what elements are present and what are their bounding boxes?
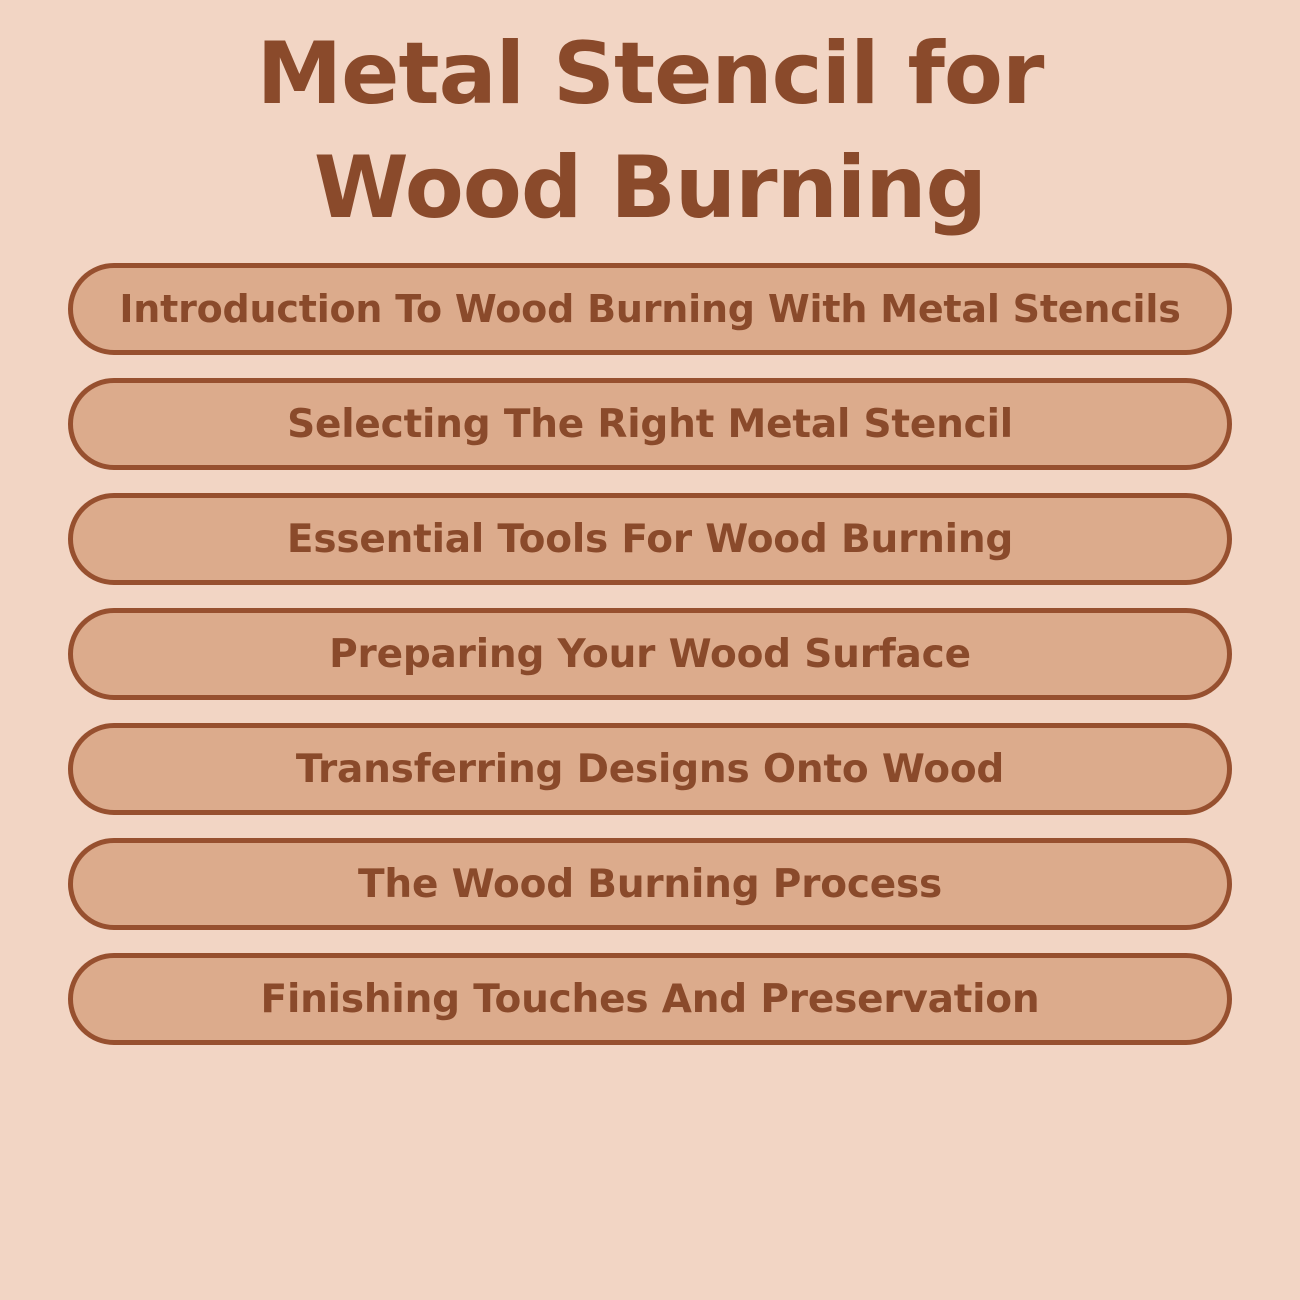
- toc-item-finishing-touches[interactable]: [68, 953, 1232, 1045]
- toc-item-essential-tools[interactable]: [68, 493, 1232, 585]
- toc-item-transferring-designs[interactable]: [68, 723, 1232, 815]
- toc-item-label: Introduction To Wood Burning With Metal Stencils: [119, 287, 1181, 332]
- toc-item-label: Transferring Designs Onto Wood: [295, 746, 1005, 792]
- toc-item-label: Essential Tools For Wood Burning: [286, 516, 1014, 562]
- page-title: Metal Stencil for Wood Burning: [256, 24, 1044, 238]
- toc-item-preparing-surface[interactable]: [68, 608, 1232, 700]
- table-of-contents-list: [0, 263, 1300, 1045]
- toc-item-label: The Wood Burning Process: [357, 861, 943, 907]
- toc-item-selecting-stencil[interactable]: [68, 378, 1232, 470]
- toc-item-label: Preparing Your Wood Surface: [329, 631, 971, 677]
- toc-item-label: Selecting The Right Metal Stencil: [287, 401, 1013, 447]
- toc-item-burning-process[interactable]: [68, 838, 1232, 930]
- toc-item-introduction[interactable]: [68, 263, 1232, 355]
- toc-item-label: Finishing Touches And Preservation: [260, 976, 1040, 1022]
